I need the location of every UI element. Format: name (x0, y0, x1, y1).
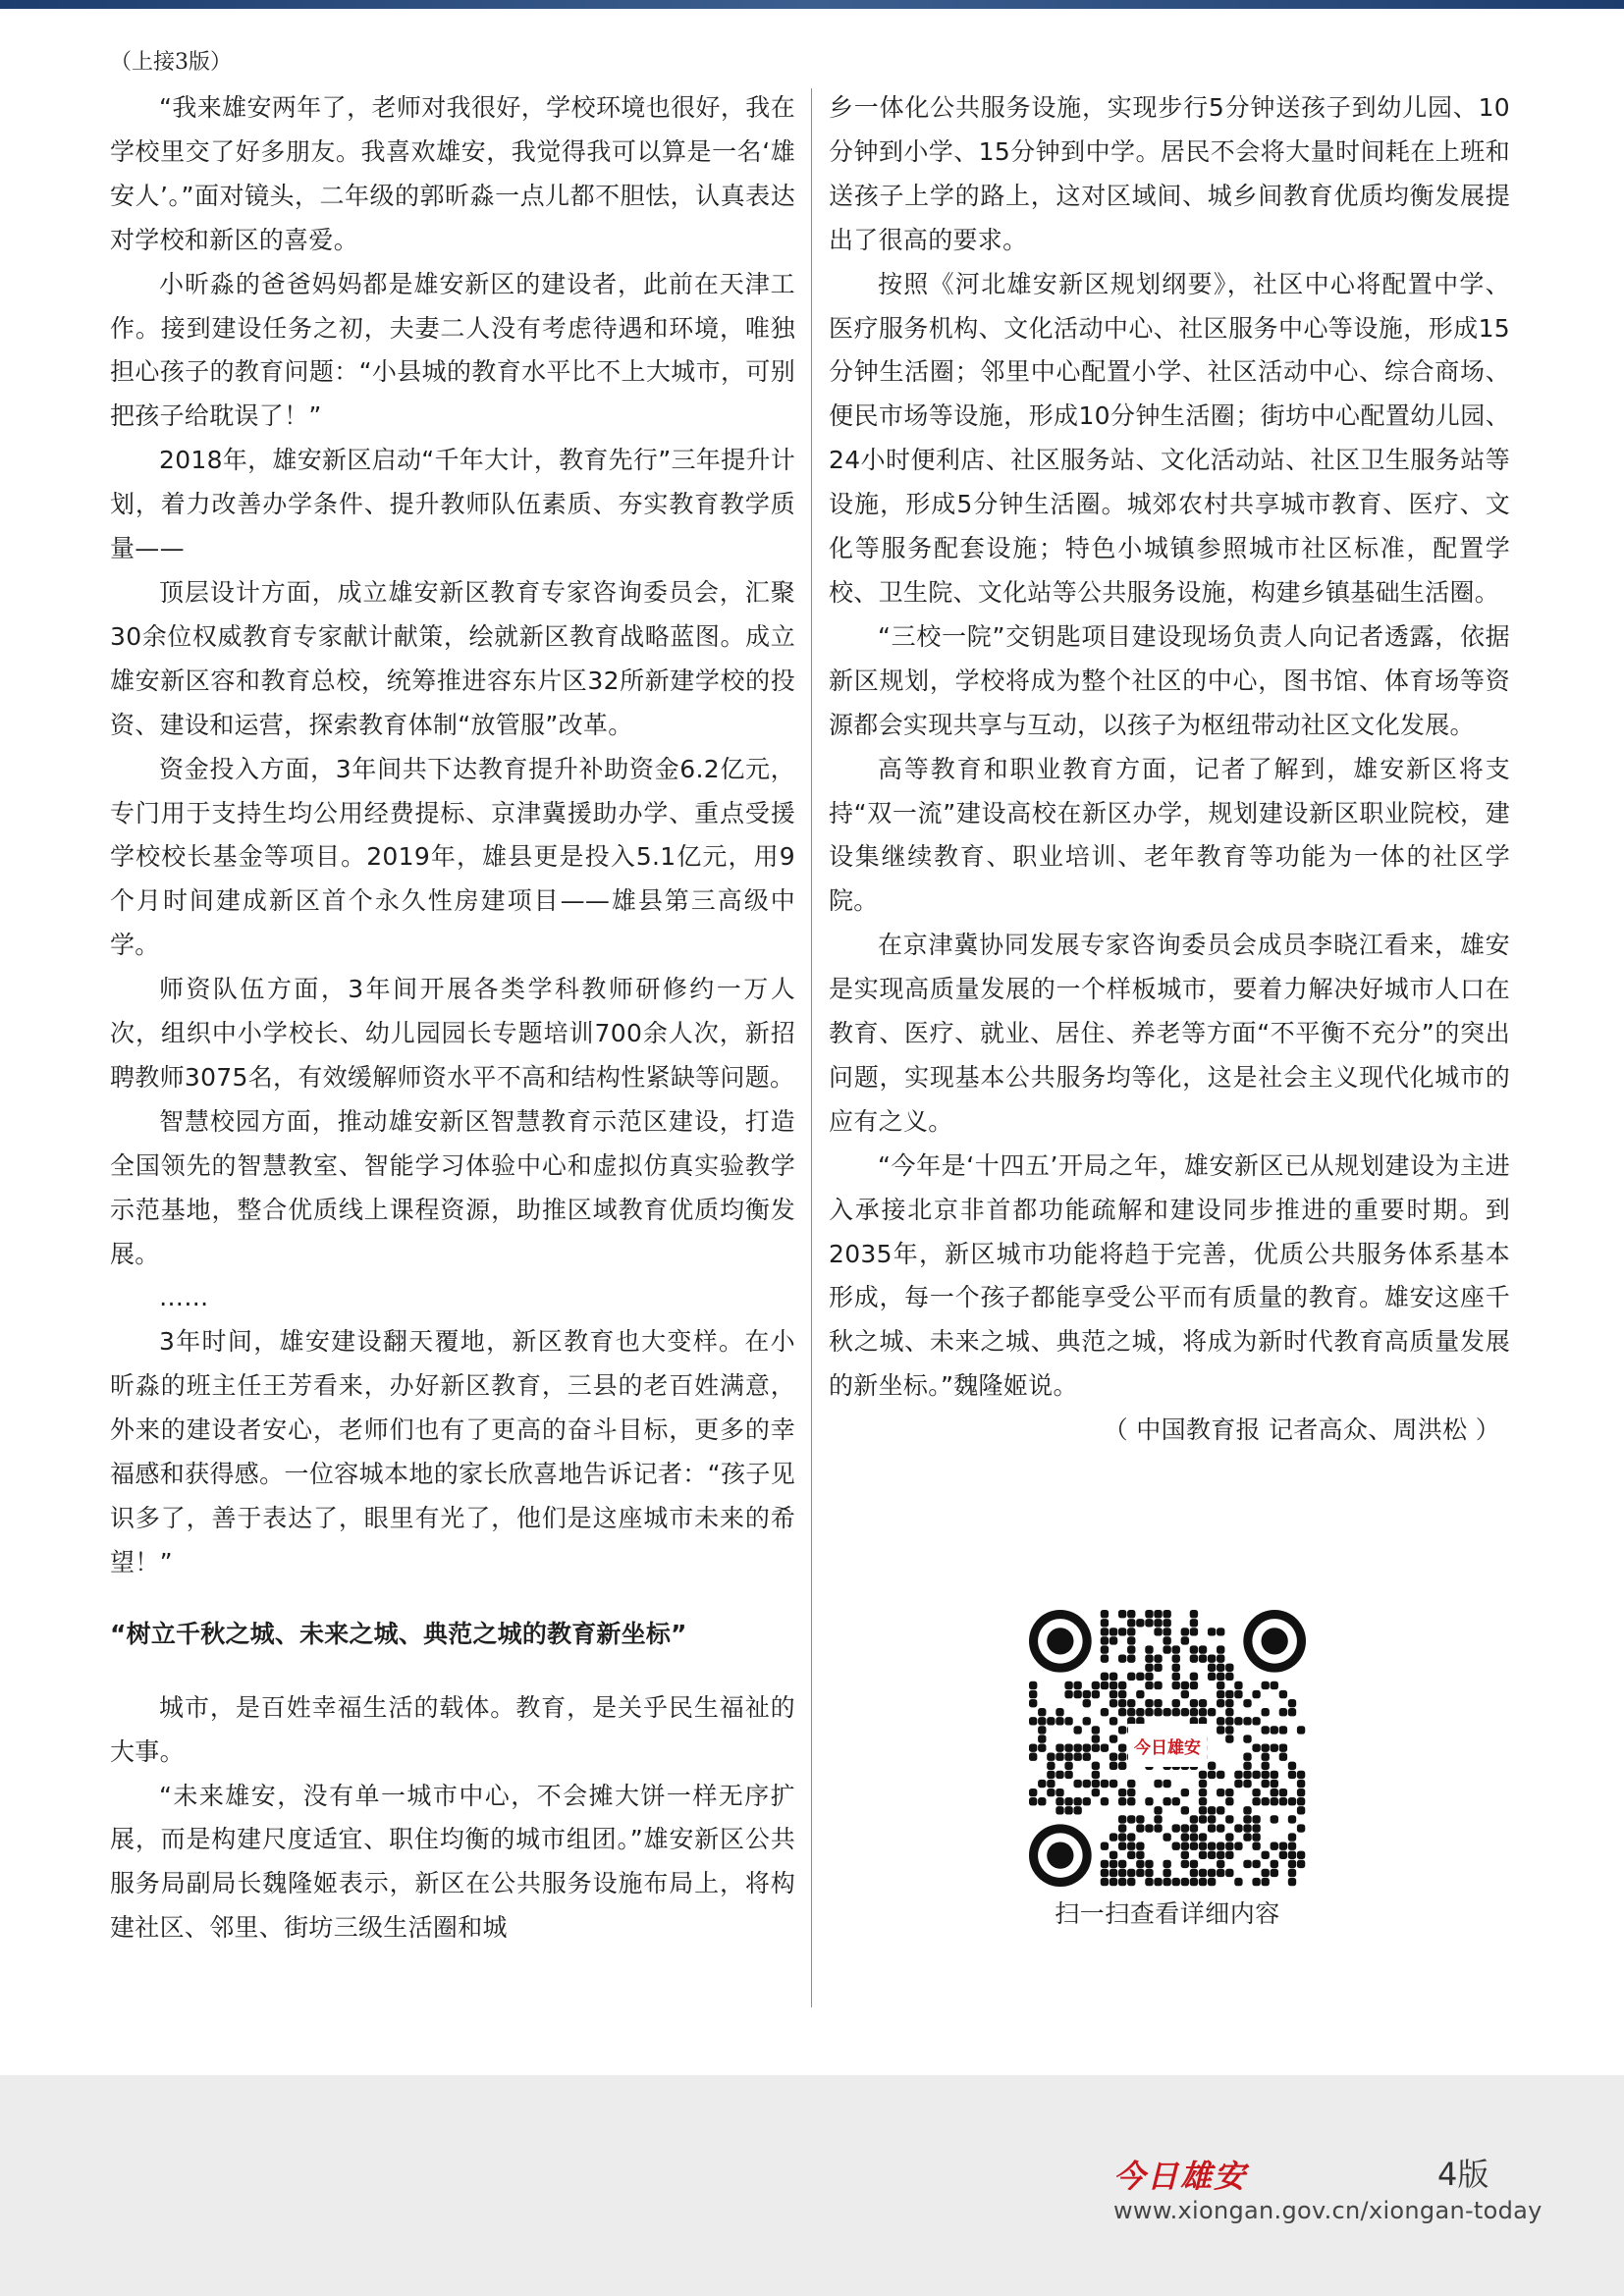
paragraph: “我来雄安两年了，老师对我很好，学校环境也很好，我在学校里交了好多朋友。我喜欢雄安，我觉得我可以算是一名‘雄安人’。”面对镜头，二年级的郭昕淼一点儿都不胆怯，认真表达对学校和新区的喜爱。 (110, 93, 795, 254)
right-column (829, 86, 1510, 1453)
qr-finder-mark (1047, 1628, 1073, 1654)
paragraph: 小昕淼的爸爸妈妈都是雄安新区的建设者，此前在天津工作。接到建设任务之初，夫妻二人没有考虑待遇和环境，唯独担心孩子的教育问题：“小县城的教育水平比不上大城市，可别把孩子给耽误了！” (110, 269, 795, 431)
paragraph: 2018年，雄安新区启动“千年大计，教育先行”三年提升计划，着力改善办学条件、提升教师队伍素质、夯实教育教学质量—— (110, 446, 795, 563)
qr-code[interactable] (1029, 1610, 1306, 1887)
byline: （ 中国教育报 记者高众、周洪松 ） (1103, 1415, 1500, 1445)
qr-caption: 扫一扫查看详细内容 (1055, 1899, 1280, 1928)
ellipsis: …… (159, 1283, 209, 1312)
section-heading: “树立千秋之城、未来之城、典范之城的教育新坐标” (110, 1619, 687, 1648)
qr-center-logo: 今日雄安 (1134, 1738, 1201, 1758)
header-bar (0, 0, 1624, 9)
paragraph: 按照《河北雄安新区规划纲要》，社区中心将配置中学、医疗服务机构、文化活动中心、社区服务中心等设施，形成15分钟生活圈；邻里中心配置小学、社区活动中心、综合商场、便民市场等设施，形成10分钟生活圈；街坊中心配置幼儿园、24小时便利店、社区服务站、文化活动站、社区卫生服务站等设施，形成5分钟生活圈。城郊农村共享城市教育、医疗、文化等服务配套设施；特色小城镇参照城市社区标准，配置学校、卫生院、文化站等公共服务设施，构建乡镇基础生活圈。 (829, 269, 1510, 607)
continued-note: （上接3版） (110, 50, 232, 75)
paragraph: 高等教育和职业教育方面，记者了解到，雄安新区将支持“双一流”建设高校在新区办学，规划建设新区职业院校，建设集继续教育、职业培训、老年教育等功能为一体的社区学院。 (829, 754, 1510, 916)
page-number: 4版 (1437, 2156, 1489, 2193)
paragraph: 智慧校园方面，推动雄安新区智慧教育示范区建设，打造全国领先的智慧教室、智能学习体验中心和虚拟仿真实验教学示范基地，整合优质线上课程资源，助推区域教育优质均衡发展。 (110, 1106, 795, 1268)
paragraph: 顶层设计方面，成立雄安新区教育专家咨询委员会，汇聚30余位权威教育专家献计献策，绘就新区教育战略蓝图。成立雄安新区容和教育总校，统筹推进容东片区32所新建学校的投资、建设和运营，探索教育体制“放管服”改革。 (110, 577, 795, 739)
brand-logo: 今日雄安 (1113, 2158, 1248, 2195)
paragraph: “三校一院”交钥匙项目建设现场负责人向记者透露，依据新区规划，学校将成为整个社区的中心，图书馆、体育场等资源都会实现共享与互动，以孩子为枢纽带动社区文化发展。 (829, 621, 1510, 739)
column-divider (811, 88, 812, 2007)
qr-finder-mark (1262, 1628, 1288, 1654)
paragraph: 在京津冀协同发展专家咨询委员会成员李晓江看来，雄安是实现高质量发展的一个样板城市，要着力解决好城市人口在教育、医疗、就业、居住、养老等方面“不平衡不充分”的突出问题，实现基本公共服务均等化，这是社会主义现代化城市的应有之义。 (829, 931, 1510, 1136)
paragraph: 资金投入方面，3年间共下达教育提升补助资金6.2亿元，专门用于支持生均公用经费提标、京津冀援助办学、重点受援学校校长基金等项目。2019年，雄县更是投入5.1亿元，用9个月时间建成新区首个永久性房建项目——雄县第三高级中学。 (110, 754, 795, 960)
paragraph: 城市，是百姓幸福生活的载体。教育，是关乎民生福祉的大事。 (110, 1692, 795, 1766)
paragraph: 师资队伍方面，3年间开展各类学科教师研修约一万人次，组织中小学校长、幼儿园园长专题培训700余人次，新招聘教师3075名，有效缓解师资水平不高和结构性紧缺等问题。 (110, 975, 795, 1092)
paragraph: 乡一体化公共服务设施，实现步行5分钟送孩子到幼儿园、10分钟到小学、15分钟到中学。居民不会将大量时间耗在上班和送孩子上学的路上，这对区域间、城乡间教育优质均衡发展提出了很高的要求。 (829, 93, 1510, 254)
footer (0, 2075, 1624, 2296)
paragraph: 3年时间，雄安建设翻天覆地，新区教育也大变样。在小昕淼的班主任王芳看来，办好新区教育，三县的老百姓满意，外来的建设者安心，老师们也有了更高的奋斗目标，更多的幸福感和获得感。一位容城本地的家长欣喜地告诉记者：“孩子见识多了，善于表达了，眼里有光了，他们是这座城市未来的希望！” (110, 1327, 795, 1576)
qr-finder-mark (1047, 1842, 1073, 1869)
qr-block (1029, 1610, 1306, 1930)
footer-url[interactable]: www.xiongan.gov.cn/xiongan-today (1113, 2197, 1543, 2224)
paragraph: “未来雄安，没有单一城市中心，不会摊大饼一样无序扩展，而是构建尺度适宜、职住均衡的城市组团。”雄安新区公共服务局副局长魏隆姬表示，新区在公共服务设施布局上，将构建社区、邻里、街坊三级生活圈和城 (110, 1781, 795, 1943)
left-column (110, 86, 795, 1950)
paragraph: “今年是‘十四五’开局之年，雄安新区已从规划建设为主进入承接北京非首都功能疏解和建设同步推进的重要时期。到2035年，新区城市功能将趋于完善，优质公共服务体系基本形成，每一个孩子都能享受公平而有质量的教育。雄安这座千秋之城、未来之城、典范之城，将成为新时代教育高质量发展的新坐标。”魏隆姬说。 (829, 1150, 1510, 1401)
